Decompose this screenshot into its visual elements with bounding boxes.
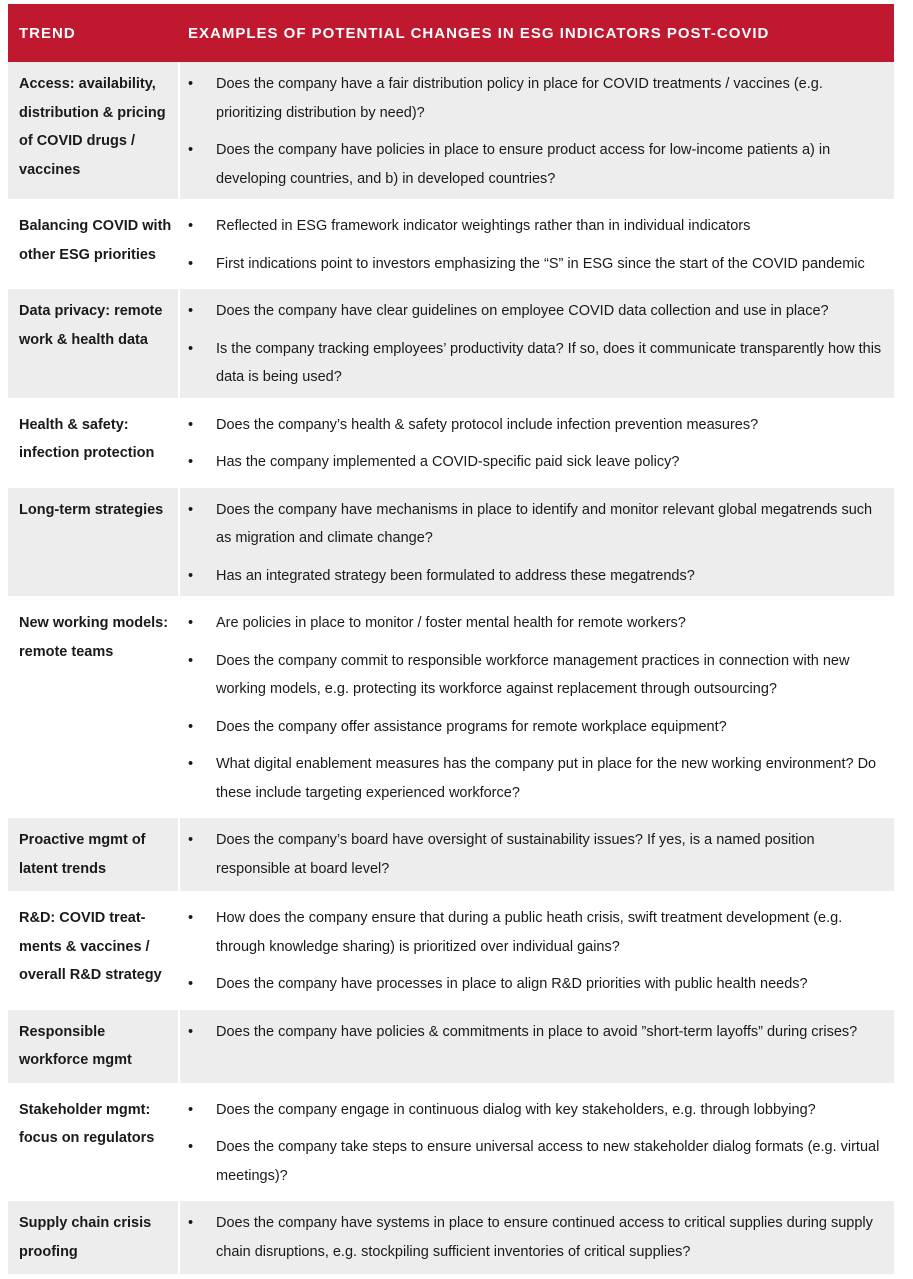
examples-list [180, 1010, 894, 1083]
table-row [8, 289, 894, 398]
example-text: How does the company ensure that during a public heath crisis, swift treatment development (e.g. through knowledge sharing) is prioritized over individual gains? [216, 910, 843, 955]
example-text: Does the company have a fair distribution policy in place for COVID treatments / vaccines (e.g. prioritizing distribution by need)? [216, 76, 823, 121]
examples-list [180, 818, 894, 891]
table-row [8, 896, 894, 1005]
bullet-icon: • [188, 501, 194, 518]
example-text: Does the company have processes in place to align R&D priorities with public health needs? [216, 976, 808, 992]
bullet-icon: • [188, 652, 194, 669]
example-item [180, 970, 888, 999]
example-item [180, 750, 888, 807]
bullet-icon: • [188, 340, 194, 357]
trend-label: Balancing COVID with other ESG priorities [19, 218, 172, 263]
example-item [180, 1018, 888, 1047]
trend-column-header: TREND [19, 24, 76, 42]
table-row [8, 818, 894, 891]
example-item [180, 136, 888, 193]
bullet-icon: • [188, 718, 194, 735]
example-text: Does the company have policies in place to ensure product access for low-income patients a) in developing countries, and b) in developed countries? [216, 142, 831, 187]
bullet-icon: • [188, 1101, 194, 1118]
example-item [180, 297, 888, 326]
examples-list [180, 896, 894, 1005]
example-text: Does the company engage in continuous dialog with key stakeholders, e.g. through lobbying? [216, 1101, 816, 1118]
example-text: Does the company offer assistance programs for remote workplace equipment? [216, 718, 727, 735]
table-row [8, 1088, 894, 1197]
bullet-icon: • [188, 76, 194, 92]
trend-label: Stakeholder mgmt: focus on regulators [19, 1101, 155, 1146]
trend-label: Access: availability, distribution & pricing of COVID drugs / vaccines [8, 62, 178, 199]
table-row [8, 601, 894, 813]
examples-list [180, 62, 894, 199]
example-item [180, 335, 888, 392]
trend-label: Health & safety: infection protection [19, 416, 155, 461]
example-text: Has an integrated strategy been formulated to address these megatrends? [216, 567, 695, 584]
trend-label: Proactive mgmt of latent trends [8, 818, 178, 891]
examples-list [180, 601, 894, 813]
bullet-icon: • [188, 1139, 194, 1155]
trend-label: Supply chain crisis proofing [8, 1201, 178, 1274]
example-item [180, 1096, 888, 1125]
example-item [180, 448, 888, 477]
example-item [180, 1209, 888, 1266]
table-row [8, 488, 894, 597]
bullet-icon: • [188, 218, 194, 234]
example-item [180, 609, 888, 638]
bullet-icon: • [188, 910, 194, 926]
table-row [8, 1010, 894, 1083]
example-text: Does the company’s board have oversight of sustainability issues? If yes, is a named position responsible at board level? [216, 832, 815, 877]
examples-list [180, 204, 894, 284]
example-text: Does the company commit to responsible workforce management practices in connection with new working models, e.g. protecting its workforce against replacement through outsourcing? [216, 652, 850, 697]
example-item [180, 411, 888, 440]
example-text: Does the company’s health & safety protocol include infection prevention measures? [216, 416, 759, 433]
trend-label: Data privacy: remote work & health data [8, 289, 178, 398]
trend-label: Long-term strategies [8, 488, 178, 597]
bullet-icon: • [188, 832, 194, 848]
example-text: Are policies in place to monitor / foster mental health for remote workers? [216, 615, 686, 631]
examples-list [180, 403, 894, 483]
example-item [180, 562, 888, 591]
table-header [8, 4, 894, 62]
trend-label: Responsible workforce mgmt [8, 1010, 178, 1083]
bullet-icon: • [188, 416, 194, 433]
example-text: Does the company have systems in place to ensure continued access to critical supplies during supply chain disruptions, e.g. stockpiling sufficient inventories of critical supplies? [216, 1215, 873, 1260]
trend-label: R&D: COVID treat-ments & vaccines / overall R&D strategy [19, 910, 162, 983]
bullet-icon: • [188, 454, 194, 470]
example-text: Does the company have policies & commitments in place to avoid ”short-term layoffs” during crises? [216, 1023, 858, 1040]
bullet-icon: • [188, 756, 194, 772]
table-row [8, 204, 894, 284]
example-item [180, 713, 888, 742]
table-row [8, 1201, 894, 1274]
examples-column-header: EXAMPLES OF POTENTIAL CHANGES IN ESG INDICATORS POST-COVID [188, 24, 770, 42]
example-text: Does the company have mechanisms in place to identify and monitor relevant global megatrends such as migration and climate change? [216, 501, 873, 546]
table-row [8, 403, 894, 483]
example-item [180, 496, 888, 553]
bullet-icon: • [188, 615, 194, 631]
bullet-icon: • [188, 303, 194, 319]
examples-list [180, 289, 894, 398]
example-text: Does the company take steps to ensure universal access to new stakeholder dialog formats (e.g. virtual meetings)? [216, 1139, 880, 1184]
example-item [180, 904, 888, 961]
trend-label: New working models: remote teams [19, 615, 169, 660]
bullet-icon: • [188, 1023, 194, 1040]
bullet-icon: • [188, 1215, 194, 1231]
bullet-icon: • [188, 567, 194, 584]
bullet-icon: • [188, 255, 194, 272]
table-row [8, 62, 894, 199]
example-text: What digital enablement measures has the company put in place for the new working environment? Do these include targeting experienced workforce? [216, 756, 877, 801]
examples-list [180, 1201, 894, 1274]
bullet-icon: • [188, 976, 194, 992]
example-item [180, 647, 888, 704]
table-body [8, 62, 894, 1274]
example-text: Has the company implemented a COVID-specific paid sick leave policy? [216, 454, 680, 470]
example-item [180, 1133, 888, 1190]
examples-list [180, 488, 894, 597]
examples-list [180, 1088, 894, 1197]
example-text: First indications point to investors emphasizing the “S” in ESG since the start of the COVID pandemic [216, 255, 865, 272]
example-text: Reflected in ESG framework indicator weightings rather than in individual indicators [216, 218, 751, 234]
example-text: Is the company tracking employees’ productivity data? If so, does it communicate transparently how this data is being used? [216, 340, 882, 385]
example-item [180, 70, 888, 127]
bullet-icon: • [188, 142, 194, 158]
example-item [180, 826, 888, 883]
example-item [180, 212, 888, 241]
esg-trends-table [8, 4, 894, 1274]
example-item [180, 250, 888, 279]
example-text: Does the company have clear guidelines on employee COVID data collection and use in place? [216, 303, 829, 319]
